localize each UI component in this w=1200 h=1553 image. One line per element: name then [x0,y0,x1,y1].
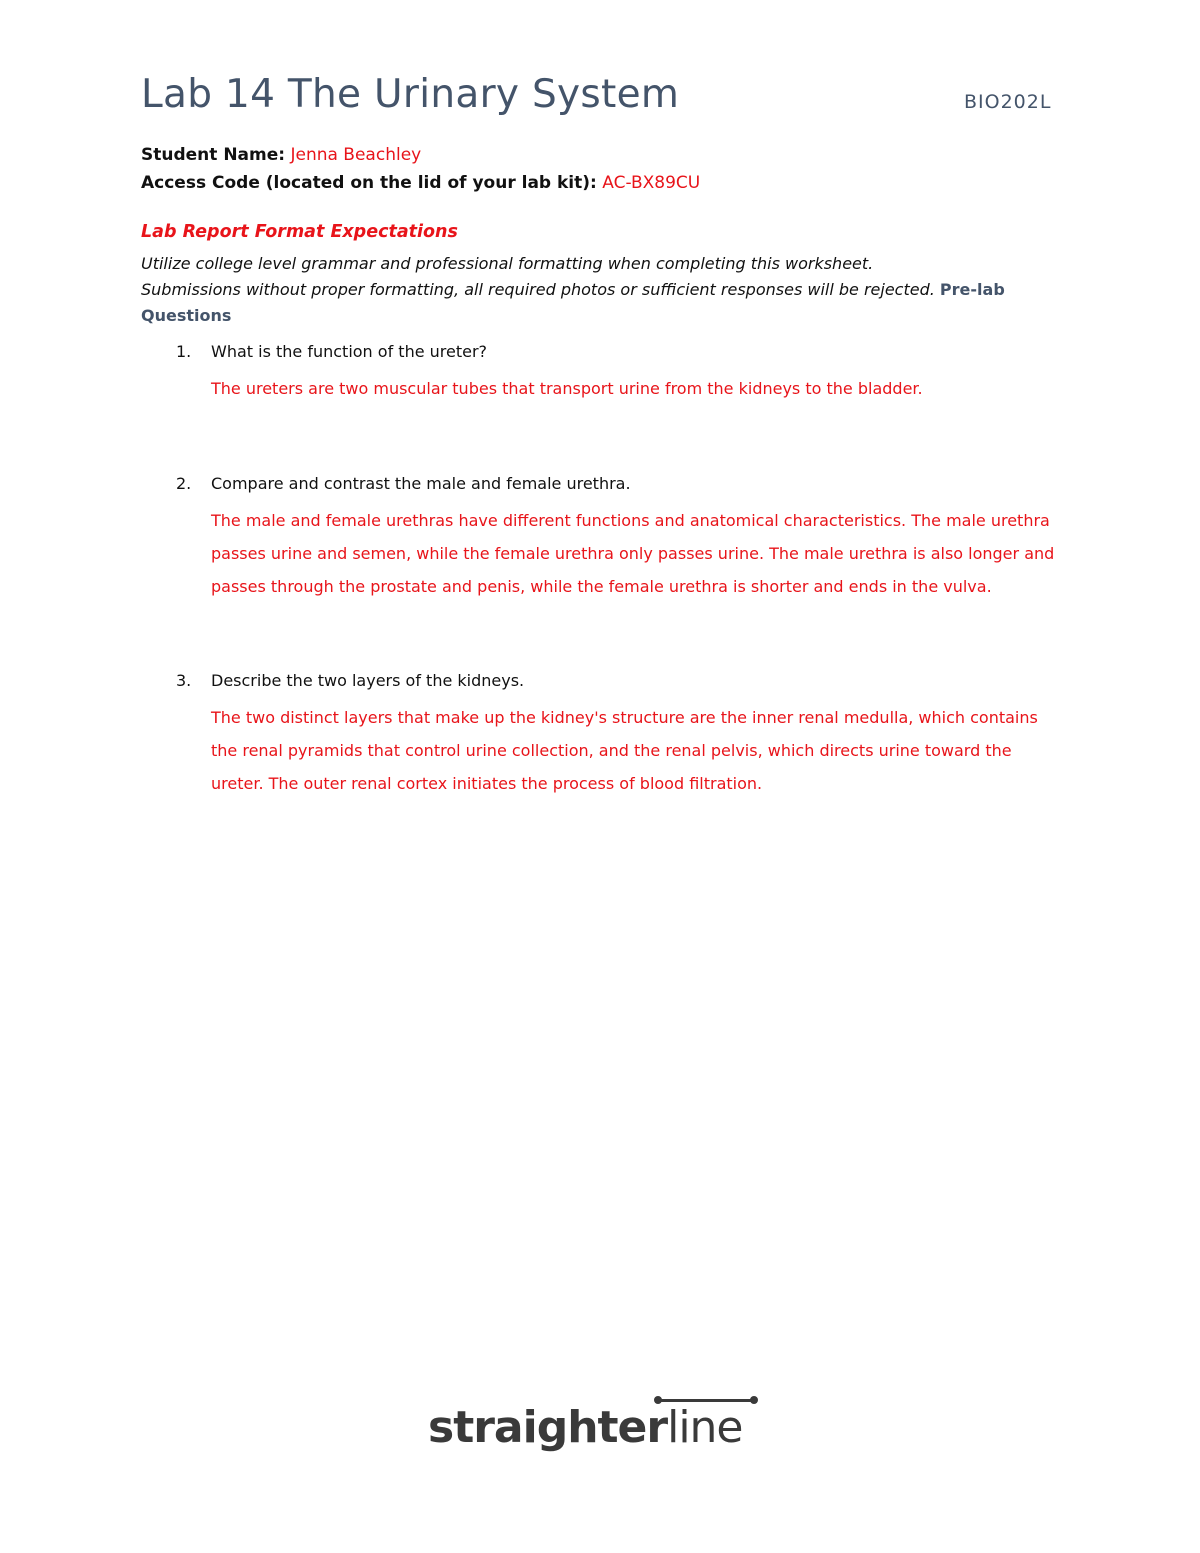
page-title: Lab 14 The Urinary System [141,72,680,117]
access-code-label: Access Code (located on the lid of your lab kit): [141,173,597,193]
access-code-line [141,172,700,194]
logo-wordmark [428,1402,743,1453]
prelab-questions-heading: Pre-lab Questions [141,280,1005,325]
expectations-line-2-wrapper [141,277,1061,329]
question-1-row [176,341,1066,363]
question-1 [176,341,1066,405]
question-3 [176,670,1066,800]
student-name-line [141,144,421,166]
logo-dot-right [750,1396,758,1404]
access-code-value: AC-BX89CU [602,173,701,193]
student-name-value: Jenna Beachley [290,145,422,165]
question-3-row [176,670,1066,692]
answer-3: The two distinct layers that make up the kidney's structure are the inner renal medulla, which contains the renal pyramids that control urine collection, and the renal pelvis, which directs urine toward the ureter. The outer renal cortex initiates the process of blood filtration. [211,708,1038,793]
format-expectations-heading: Lab Report Format Expectations [141,222,458,242]
answer-2: The male and female urethras have different functions and anatomical characteristics. The male urethra passes urine and semen, while the female urethra only passes urine. The male urethra is also longer and passes through the prostate and penis, while the female urethra is shorter and ends in the vulva. [211,511,1055,596]
question-2-number: 2. [176,474,192,493]
question-2 [176,473,1066,603]
question-2-row [176,473,1066,495]
expectations-line-2: Submissions without proper formatting, all required photos or sufficient responses will be rejected. [141,280,935,299]
student-name-label: Student Name: [141,145,286,165]
question-3-text: Describe the two layers of the kidneys. [211,671,525,690]
question-3-number: 3. [176,671,192,690]
question-2-text: Compare and contrast the male and female urethra. [211,474,631,493]
format-expectations-text [141,251,1061,329]
expectations-line-1: Utilize college level grammar and professional formatting when completing this worksheet. [141,254,874,273]
straighterline-logo [428,1396,768,1466]
logo-wordmark-bold: straighter [428,1402,668,1453]
logo-wordmark-light: line [667,1402,743,1453]
question-1-number: 1. [176,342,192,361]
answer-1: The ureters are two muscular tubes that transport urine from the kidneys to the bladder. [211,379,923,398]
question-1-text: What is the function of the ureter? [211,342,488,361]
course-code: BIO202L [964,91,1052,113]
